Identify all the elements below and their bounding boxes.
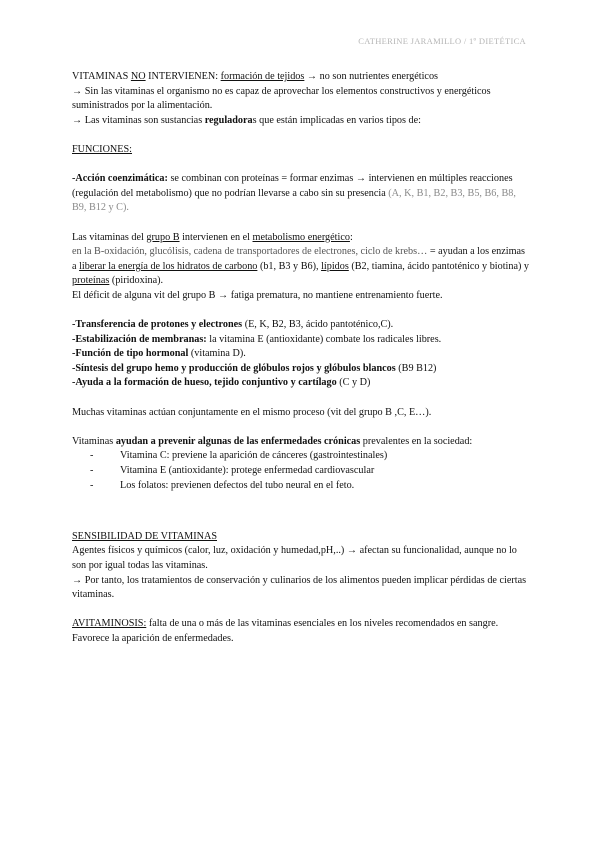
list-item: - Vitamina C: previene la aparición de cánceres (gastrointestinales) <box>90 449 532 464</box>
list-item: - Los folatos: previenen defectos del tubo neural en el feto. <box>90 479 532 494</box>
funcion-hormonal: -Función de tipo hormonal (vitamina D). <box>72 348 246 360</box>
funcion-coenzimatica: -Acción coenzimática: se combinan con proteínas = formar enzimas → intervienen en múltiples reacciones (regulación del metabolismo) que no podrían llevarse a cabo sin su presencia (A, K, B1, B2, B3, B5, B6, B8, B9, B12 y C). <box>72 173 516 214</box>
page-header: CATHERINE JARAMILLO / 1º DIETÉTICA <box>358 36 526 46</box>
intro-line-1: VITAMINAS NO INTERVIENEN: formación de tejidos → no son nutrientes energéticos <box>72 71 439 82</box>
intro-line-3: → Las vitaminas son sustancias reguladoras que están implicadas en varios tipos de: <box>72 114 421 126</box>
funcion-estabilizacion: -Estabilización de membranas: la vitamina E (antioxidante) combate los radicales libres. <box>72 333 442 345</box>
deficit-line: El déficit de alguna vit del grupo B → fatiga prematura, no mantiene entrenamiento fuerte. <box>72 289 443 301</box>
list-item: - Vitamina E (antioxidante): protege enfermedad cardiovascular <box>90 464 532 479</box>
conjunto-line: Muchas vitaminas actúan conjuntamente en el mismo proceso (vit del grupo B ,C, E…). <box>72 406 432 418</box>
sensibilidad-p2: → Por tanto, los tratamientos de conservación y culinarios de los alimentos pueden implicar pérdidas de ciertas vitaminas. <box>72 574 527 601</box>
funcion-sintesis: -Síntesis del grupo hemo y producción de glóbulos rojos y glóbulos blancos (B9 B12) <box>72 362 437 374</box>
chronic-disease-list <box>72 449 532 493</box>
intro-line-2: → Sin las vitaminas el organismo no es capaz de aprovechar los elementos constructivos y energéticos suministrados por la alimentación. <box>72 85 491 112</box>
funcion-transferencia: -Transferencia de protones y electrones (E, K, B2, B3, ácido pantoténico,C). <box>72 319 394 331</box>
cronicas-line: Vitaminas ayudan a prevenir algunas de las enfermedades crónicas prevalentes en la sociedad: <box>72 435 473 447</box>
avitaminosis-paragraph: AVITAMINOSIS: falta de una o más de las vitaminas esenciales en los niveles recomendados en sangre. Favorece la aparición de enfermedades. <box>72 618 499 644</box>
document-body <box>72 70 532 647</box>
sensibilidad-heading: SENSIBILIDAD DE VITAMINAS <box>72 530 218 542</box>
grupo-b-paragraph: Las vitaminas del grupo B intervienen en el metabolismo energético: en la B-oxidación, glucólisis, cadena de transportadores de electrones, ciclo de krebs… = ayudan a los enzimas a liberar la energía de los hidratos de carbono (b1, B3 y B6), lípidos (B2, tiamina, ácido pantoténico y biotina) y proteínas (piridoxina). <box>72 231 530 287</box>
sensibilidad-p1: Agentes físicos y químicos (calor, luz, oxidación y humedad,pH,..) → afectan su funcionalidad, aunque no lo son por igual todas las vitaminas. <box>72 545 517 571</box>
funcion-hueso: -Ayuda a la formación de hueso, tejido conjuntivo y cartílago (C y D) <box>72 377 371 389</box>
funciones-heading: FUNCIONES: <box>72 143 133 155</box>
